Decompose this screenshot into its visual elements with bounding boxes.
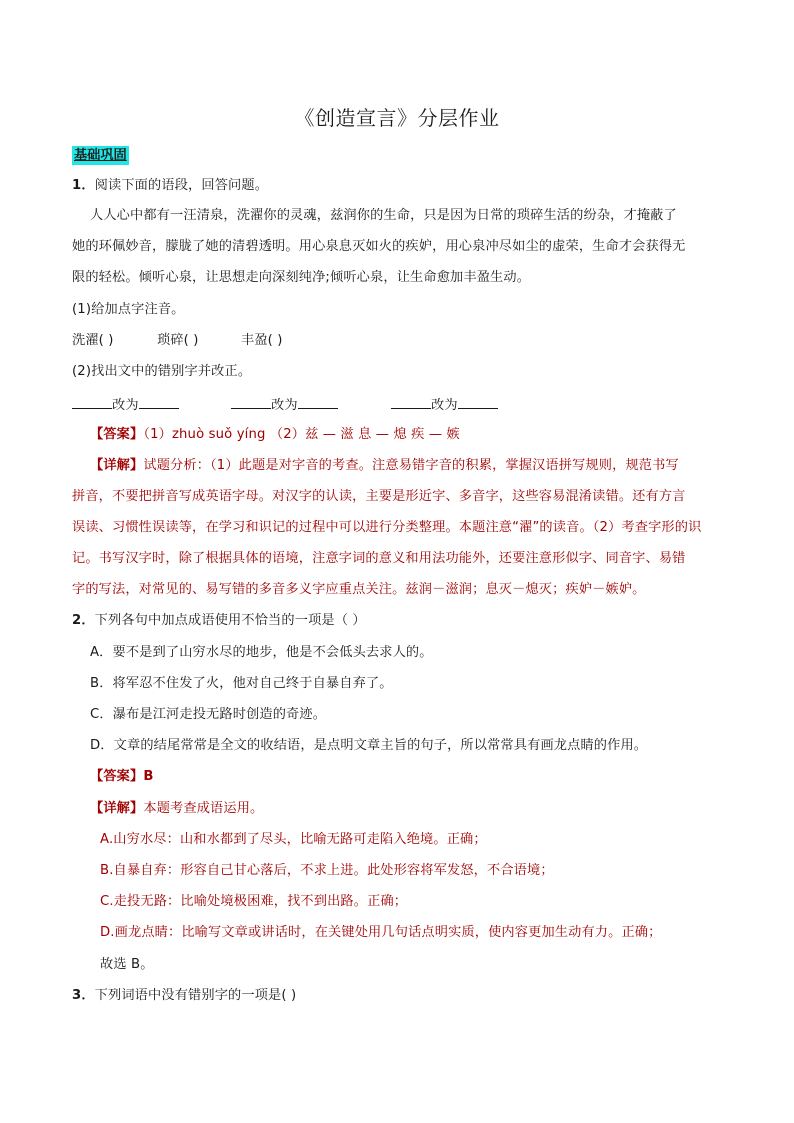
blank-line — [391, 394, 431, 409]
passage-line: 限的轻松。倾听心泉，让思想走向深刻纯净;倾听心泉，让生命愈加丰盈生动。 — [72, 270, 531, 285]
explanation-line: D.画龙点睛：比喻写文章或讲话时，在关键处用几句话点明实质，使内容更加生动有力。正确； — [100, 925, 662, 940]
option-c: C．瀑布是江河走投无路时创造的奇迹。 — [90, 707, 327, 722]
option-a: A．要不是到了山穷水尽的地步，他是不会低头去求人的。 — [90, 645, 433, 660]
answer-label: 【答案】 — [90, 427, 144, 442]
question-1-stem: 1．阅读下面的语段，回答问题。 — [72, 178, 269, 193]
detail-line: 拼音，不要把拼音写成英语字母。对汉字的认读，主要是形近字、多音字，这些容易混淆读错。还有方言 — [72, 489, 686, 504]
passage-line: 她的环佩妙音，朦胧了她的清碧透明。用心泉息灭如火的疾妒，用心泉冲尽如尘的虚荣，生命才会获得无 — [72, 239, 686, 254]
question-2-stem: 2．下列各句中加点成语使用不恰当的一项是（ ） — [72, 613, 366, 628]
detail-line: 【详解】试题分析：（1）此题是对字音的考查。注意易错字音的积累，掌握汉语拼写规则，规范书写 — [90, 458, 679, 473]
blank-line — [458, 394, 498, 409]
detail-line: 字的写法，对常见的、易写错的多音多义字应重点关注。兹润－滋润；息灭－熄灭；疾妒－嫉妒。 — [72, 582, 646, 597]
sub-question-1: (1)给加点字注音。 — [72, 302, 185, 317]
detail-line: 误读、习惯性误读等，在学习和识记的过程中可以进行分类整理。本题注意“濯”的读音。（2）考查字形的识 — [72, 520, 702, 535]
explanation-line: C.走投无路：比喻处境极困难，找不到出路。正确； — [100, 894, 408, 909]
detail-label: 【详解】 — [90, 801, 144, 816]
question-3-stem: 3．下列词语中没有错别字的一项是( ) — [72, 988, 297, 1003]
section-heading: 基础巩固 — [74, 148, 127, 163]
question-number: 3． — [72, 988, 95, 1003]
detail-line: 记。书写汉字时，除了根据具体的语境，注意字词的意义和用法功能外，还要注意形似字、同音字、易错 — [72, 551, 686, 566]
correction-blank: 改为 — [72, 394, 179, 416]
question-number: 1． — [72, 178, 95, 193]
answer-label: 【答案】 — [90, 769, 144, 784]
option-b: B．将军忍不住发了火，他对自己终于自暴自弃了。 — [90, 676, 393, 691]
page-title: 《创造宣言》分层作业 — [294, 106, 500, 130]
correction-blank: 改为 — [391, 394, 498, 416]
pinyin-item: 琐碎( ) — [157, 333, 199, 348]
answer-line — [90, 425, 460, 445]
answer-line — [90, 767, 154, 787]
sub-question-2: (2)找出文中的错别字并改正。 — [72, 364, 252, 379]
detail-label: 【详解】 — [90, 458, 144, 473]
blank-line — [72, 394, 112, 409]
question-number: 2． — [72, 613, 95, 628]
answer-text: B — [143, 769, 154, 784]
pinyin-item: 丰盈( ) — [241, 333, 283, 348]
answer-text: （1）zhuò suǒ yíng （2）兹 — 滋 息 — 熄 疾 — 嫉 — [143, 427, 460, 442]
explanation-line: B.自暴自弃：形容自己甘心落后，不求上进。此处形容将军发怒，不合语境； — [100, 863, 554, 878]
blank-line — [139, 394, 179, 409]
detail-line: 【详解】本题考查成语运用。 — [90, 801, 264, 816]
correction-blank: 改为 — [231, 394, 338, 416]
explanation-line: A.山穷水尽：山和水都到了尽头，比喻无路可走陷入绝境。正确； — [100, 832, 487, 847]
conclusion-line: 故选 B。 — [100, 957, 154, 972]
blank-line — [231, 394, 271, 409]
passage-line: 人人心中都有一汪清泉，洗濯你的灵魂，兹润你的生命，只是因为日常的琐碎生活的纷杂，才掩蔽了 — [90, 208, 677, 223]
blank-line — [298, 394, 338, 409]
pinyin-item: 洗濯( ) — [72, 333, 114, 348]
option-d: D．文章的结尾常常是全文的收结语，是点明文章主旨的句子，所以常常具有画龙点睛的作用。 — [90, 738, 648, 753]
